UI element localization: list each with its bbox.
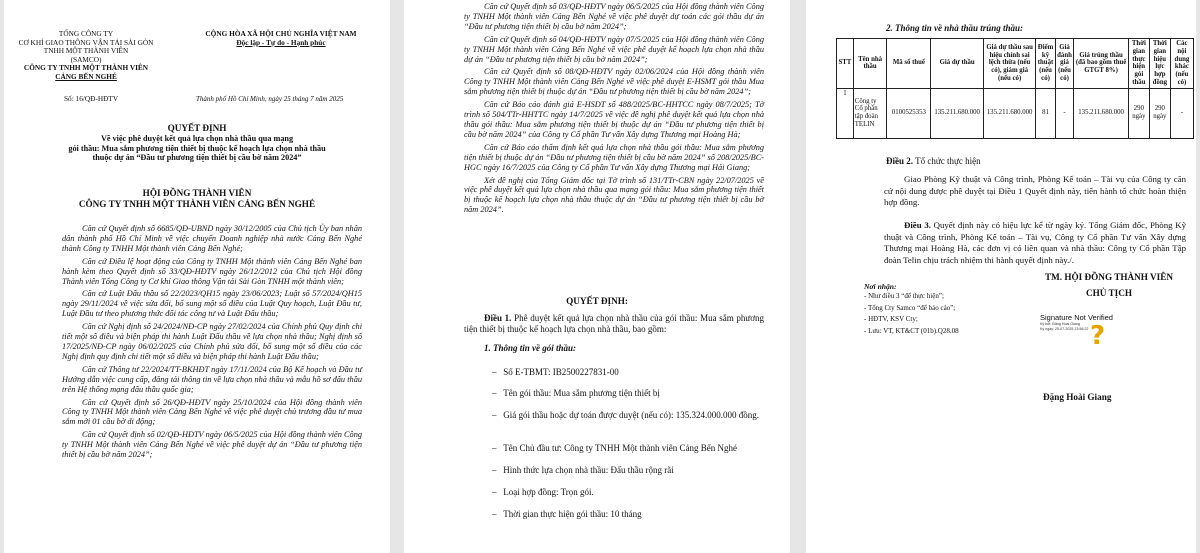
org-line: CÔNG TY TNHH MỘT THÀNH VIÊN [23,63,149,73]
column-header: Giá dự thầu sau hiệu chỉnh sai lệch thừa (nếu có), giảm giá (nếu có) [983,39,1035,89]
article-label: Điều 2. [886,156,913,166]
recipients [864,282,1024,337]
legal-basis: Căn cứ Điều lệ hoạt động của Công ty TNHH Một thành viên Cảng Bến Nghé ban hành kèm theo Quyết định số 33/QĐ-HĐTV ngày 26/12/2012 của Chủ tịch Hội đồng Thành viên Tổng Công ty Cơ khí Giao thông Vận tải Sài Gòn TNHH một thành viên; [62,256,362,286]
table-cell: 135.211.680.000 [983,88,1035,138]
legal-bases-continued [464,2,764,215]
recipient-item: - Tổng Cty Samco “để báo cáo”; [864,303,956,312]
table-cell: Công ty Cổ phần tập đoàn TELIN [853,88,887,138]
document-subject [14,134,380,163]
document-page-2 [404,0,790,553]
table-cell: - [1055,88,1074,138]
column-header: Thời gian hiệu lực hợp đồng [1149,39,1170,89]
signature-detail: Ký ngày: 25-07-2025 13:56:22 [1040,326,1089,331]
article-text: Quyết định này có hiệu lực kể từ ngày ký. Tổng Giám đốc, Phòng Kỹ thuật và Công trình, Phòng Kế toán – Tài vụ, Công ty Cổ phần Tư vấn Xây dựng Thương mại Hoàng Hà, các đơn vị có liên quan và nhà thầu: Công ty Cổ phần Tập đoàn Telin chịu trách nhiệm thi hành quyết định này./. [884,220,1186,265]
org-line: CẢNG BẾN NGHÉ [55,71,117,81]
legal-basis: Căn cứ Báo cáo đánh giá E-HSDT số 488/2025/BC-HHTCC ngày 08/7/2025; Tờ trình số 504/TTr-HHTTC ngày 14/7/2025 về việc đề nghị phê duyệt kết quả lựa chọn nhà thầu gói thầu: Mua sắm phương tiện thiết bị thuộc dự án “Đầu tư phương tiện thiết bị cầu bờ năm 2024” của Công ty Cổ phần Tư vấn Xây dựng Thương mại Hoàng Hà; [464,100,764,139]
document-date: Thành phố Hồ Chí Minh, ngày 25 tháng 7 năm 2025 [196,95,344,103]
article-2-text: Giao Phòng Kỹ thuật và Công trình, Phòng Kế toán – Tài vụ của Công ty căn cứ nội dung được phê duyệt tại Điều 1 Quyết định này, tiến hành tổ chức hoàn thiện hợp đồng. [884,174,1186,207]
subject-line: gói thầu: Mua sắm phương tiện thiết bị thuộc kế hoạch lựa chọn nhà thầu [68,143,326,153]
column-header: Điểm kỹ thuật (nếu có) [1036,39,1055,89]
column-header: Tên nhà thầu [853,39,887,89]
package-info-list [492,367,768,531]
table-cell: 135.211.680.000 [931,88,983,138]
section-title: 2. Thông tin về nhà thầu trúng thầu: [886,23,1024,33]
signature-detail: Ký bởi: Đặng Hoài Giang [1040,322,1080,326]
digital-signature-block [1040,313,1150,363]
issuer-line: HỘI ĐỒNG THÀNH VIÊN [142,188,252,198]
subject-line: thuộc dự án “Đầu tư phương tiện thiết bị cầu bờ năm 2024” [92,153,302,163]
legal-bases [62,224,362,460]
table-cell: 135.211.680.000 [1074,88,1129,138]
recipients-label: Nơi nhận: [864,282,897,291]
legal-basis: Căn cứ Quyết định số 03/QĐ-HĐTV ngày 06/5/2025 của Hội đồng thành viên Công ty TNHH Một thành viên Cảng Bến Nghé về việc phê duyệt dự toán các gói thầu dự án “Đầu tư phương tiện thiết bị cầu bờ năm 2024”; [464,2,764,31]
org-line: TỔNG CÔNG TY [58,29,114,38]
list-item: – Tên Chủ đầu tư: Công ty TNHH Một thành viên Cảng Bến Nghé [492,443,737,453]
unverified-mark-icon: ? [1090,321,1106,351]
table-row [837,88,1194,138]
column-header: STT [837,39,854,89]
legal-basis: Căn cứ Quyết định số 08/QĐ-HĐTV ngày 02/06/2024 của Hội đồng thành viên Công ty TNHH Một thành viên Cảng Bến Nghé về việc phê duyệt E-HSMT gói thầu Mua sắm phương tiện thiết bị thuộc dự án “Đầu tư phương tiện thiết bị cầu bờ năm 2024”; [464,67,764,97]
list-item: – Loại hợp đồng: Trọn gói. [492,487,594,497]
legal-basis: Căn cứ Luật Đấu thầu số 22/2023/QH15 ngày 23/06/2023; Luật số 57/2024/QH15 ngày 29/11/2024 về việc sửa đổi, bổ sung một số điều của Luật Quy hoạch, Luật Đầu tư, Luật Đầu tư theo phương thức đối tác công tư và Luật Đấu thầu; [62,289,362,319]
table-header-row [837,39,1194,89]
document-page-1 [4,0,390,553]
article-title: Tổ chức thực hiện [915,156,981,166]
article-label: Điều 3. [904,220,931,230]
recipient-item: - HĐTV, KSV Cty; [864,315,918,323]
legal-basis: Căn cứ Quyết định số 26/QĐ-HĐTV ngày 25/10/2024 của Hội đồng thành viên Công ty TNHH Một thành viên Cảng Bến Nghé về việc phê duyệt chủ trương đầu tư mua sắm mới 01 cầu bờ di động; [62,397,362,427]
document-page-3 [806,0,1196,553]
article-1 [464,313,764,335]
table-cell: 81 [1036,88,1055,138]
recipient-item: - Như điều 3 “để thực hiện”; [864,292,944,300]
list-item: – Tên gói thầu: Mua sắm phương tiện thiết bị [492,388,660,398]
signature-title [1024,272,1194,298]
list-item: – Hình thức lựa chọn nhà thầu: Đấu thầu rộng rãi [492,465,674,475]
list-item: – Thời gian thực hiện gói thầu: 10 tháng [492,509,642,519]
list-item: – Giá gói thầu hoặc dự toán được duyệt (nếu có): 135.324.000.000 đồng. [492,410,759,420]
article-text: Phê duyệt kết quả lựa chọn nhà thầu của gói thầu: Mua sắm phương tiện thiết bị thuộc kế hoạch lựa chọn nhà thầu, bao gồm: [464,313,764,334]
signer-name: Đặng Hoài Giang [1043,392,1112,402]
list-item: – Số E-TBMT: IB2500227831-00 [492,367,619,377]
signature-status: Signature Not Verified [1040,313,1113,322]
table-cell: 290 ngày [1128,88,1149,138]
article-3 [884,220,1186,266]
legal-basis: Xét đề nghị của Tổng Giám đốc tại Tờ trình số 131/TTr-CBN ngày 22/07/2025 về việc phê duyệt kết quả lựa chọn nhà thầu qua mạng gói thầu: Mua sắm phương tiện thiết bị thuộc kế hoạch lựa chọn nhà thầu thuộc dự án “Đầu tư phương tiện thiết bị cầu bờ năm 2024”. [464,175,764,215]
document-type: QUYẾT ĐỊNH [167,123,227,133]
org-line: (SAMCO) [70,54,102,64]
article-label: Điều 1. [484,313,512,323]
recipient-item: - Lưu: VT, KT&CT (01b).Q28.08 [864,326,959,335]
legal-basis: Căn cứ Thông tư 22/2024/TT-BKHĐT ngày 17/11/2024 của Bộ Kế hoạch và Đầu tư Hướng dẫn việc cung cấp, đăng tải thông tin về lựa chọn nhà thầu và mẫu hồ sơ đấu thầu trên Hệ thống mạng đấu thầu quốc gia; [62,364,362,394]
signature-title-line: TM. HỘI ĐỒNG THÀNH VIÊN [1044,272,1174,282]
subject-line: Về việc phê duyệt kết quả lựa chọn nhà thầu qua mạng [100,134,294,143]
column-header: Giá dự thầu [931,39,983,89]
column-header: Giá đánh giá (nếu có) [1055,39,1074,89]
document-number: Số: 16/QĐ-HĐTV [64,94,119,103]
column-header: Thời gian thực hiện gói thầu [1128,39,1149,89]
section-title: 1. Thông tin về gói thầu: [484,343,577,353]
national-motto: Độc lập - Tự do - Hạnh phúc [236,37,326,47]
winning-bidder-table [836,38,1194,139]
org-line: CƠ KHÍ GIAO THÔNG VẬN TẢI SÀI GÒN [18,37,154,47]
issuing-body [4,188,390,209]
national-header [174,30,388,47]
table-cell: 0100525353 [887,88,931,138]
legal-basis: Căn cứ Quyết định số 6685/QĐ-UBND ngày 30/12/2005 của Chủ tịch Ủy ban nhân dân thành phố Hồ Chí Minh về việc chuyển Doanh nghiệp nhà nước Cảng Bến Nghé thành Công ty TNHH Một thành viên Cảng Bến Nghé; [62,224,362,253]
national-title: CỘNG HÒA XÃ HỘI CHỦ NGHĨA VIỆT NAM [205,29,357,38]
signature-title-line: CHỦ TỊCH [1085,287,1133,298]
column-header: Mã số thuế [887,39,931,89]
table-cell: 290 ngày [1149,88,1170,138]
organization-header [6,30,166,82]
table-cell: - [1170,88,1193,138]
legal-basis: Căn cứ Quyết định số 02/QĐ-HĐTV ngày 06/5/2025 của Hội đồng thành viên Công ty TNHH Một thành viên Cảng Bến Nghé về việc phê duyệt dự án “Đầu tư phương tiện thiết bị cầu bờ năm 2024”; [62,430,362,460]
legal-basis: Căn cứ Nghị định số 24/2024/NĐ-CP ngày 27/02/2024 của Chính phủ Quy định chi tiết một số điều và biện pháp thi hành Luật Đấu thầu về lựa chọn nhà thầu; Nghị định số 17/2025/NĐ-CP ngày 06/02/2025 của Chính phủ sửa đổi, bổ sung một số điều của các Nghị định quy định chi tiết một số điều và biện pháp thi hành Luật Đấu thầu; [62,322,362,361]
legal-basis: Căn cứ Quyết định số 04/QĐ-HĐTV ngày 07/5/2025 của Hội đồng thành viên Công ty TNHH Một thành viên Cảng Bến Nghé về việc phê duyệt kế hoạch lựa chọn nhà thầu dự án “Đầu tư phương tiện thiết bị cầu bờ năm 2024”; [464,34,764,64]
org-line: TNHH MỘT THÀNH VIÊN [43,46,129,56]
decision-heading: QUYẾT ĐỊNH: [566,296,628,306]
legal-basis: Căn cứ Báo cáo thẩm định kết quả lựa chọn nhà thầu gói thầu: Mua sắm phương tiện thiết bị thuộc dự án “Đầu tư phương tiện thiết bị cầu bờ năm 2024” số 208/2025/BC-HGC ngày 16/7/2025 của Công ty Cổ phần Tư vấn Xây dựng Thương mại Hải Giang; [464,142,764,172]
table-cell: 1 [837,88,854,138]
column-header: Các nội dung khác (nếu có) [1170,39,1193,89]
column-header: Giá trúng thầu (đã bao gồm thuế GTGT 8%) [1074,39,1129,89]
article-2-heading [886,156,1186,167]
issuer-line: CÔNG TY TNHH MỘT THÀNH VIÊN CẢNG BẾN NGHÉ [78,198,316,209]
